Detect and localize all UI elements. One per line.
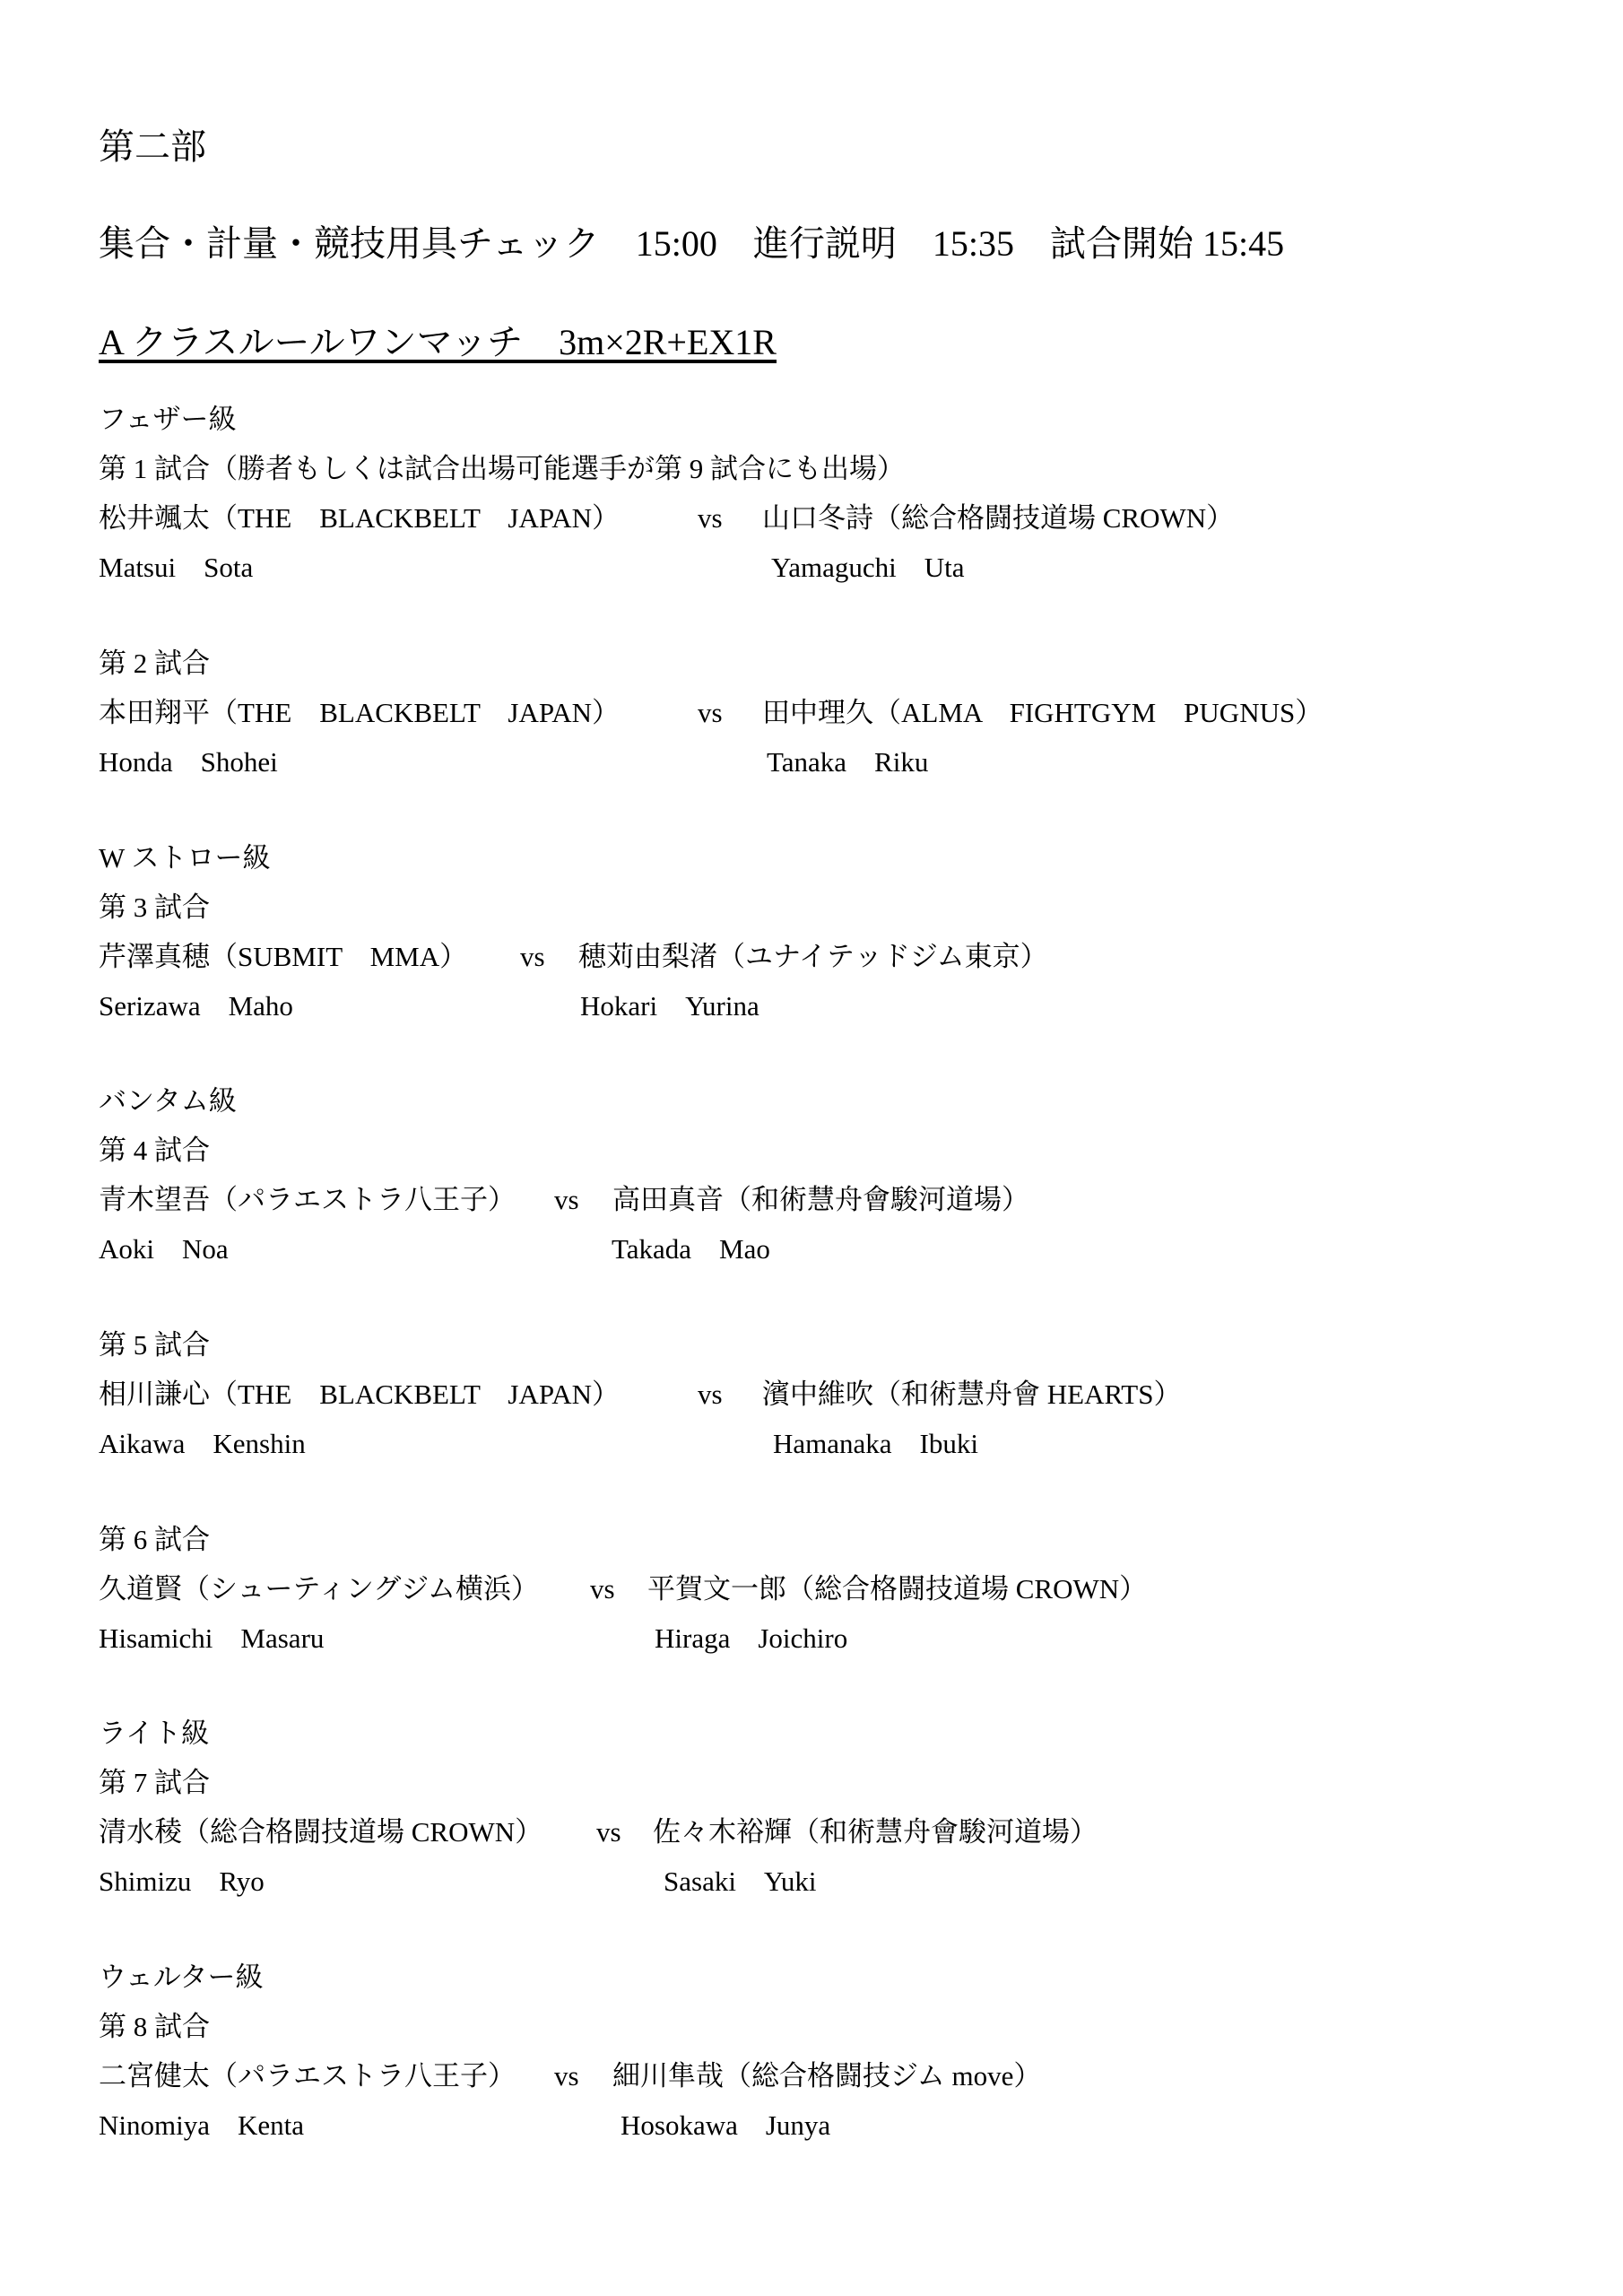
bout-8-romaji-blue: Hosokawa Junya (621, 2109, 831, 2141)
bout-3-fighter-red: 芹澤真穂（SUBMIT MMA） (99, 941, 468, 972)
bout-8-fighter-red: 二宮健太（パラエストラ八王子） (99, 2060, 516, 2092)
bout-5-fighter-red: 相川謙心（THE BLACKBELT JAPAN） (99, 1378, 621, 1410)
bout-8-vs: vs (554, 2060, 579, 2092)
bout-1-title: 第 1 試合（勝者もしくは試合出場可能選手が第 9 試合にも出場） (99, 453, 905, 484)
bout-4-fighter-blue: 高田真音（和術慧舟會駿河道場） (612, 1184, 1029, 1215)
bout-7-romaji-blue: Sasaki Yuki (664, 1866, 817, 1897)
weight-class-feather: フェザー級 (99, 404, 237, 435)
bout-2-fighter-blue: 田中理久（ALMA FIGHTGYM PUGNUS） (762, 697, 1324, 728)
bout-4-vs: vs (554, 1184, 579, 1215)
bout-2-romaji-blue: Tanaka Riku (767, 746, 929, 778)
bout-3-fighter-blue: 穂苅由梨渚（ユナイテッドジム東京） (578, 941, 1048, 972)
bout-5-fighter-blue: 濱中維吹（和術慧舟會 HEARTS） (762, 1378, 1182, 1410)
rule-title: A クラスルールワンマッチ 3m×2R+EX1R (99, 322, 777, 362)
bout-5-romaji-red: Aikawa Kenshin (99, 1428, 306, 1459)
bout-5-romaji-blue: Hamanaka Ibuki (773, 1428, 978, 1459)
bout-2-vs: vs (698, 697, 723, 728)
bout-6-vs: vs (590, 1573, 615, 1605)
bout-1-romaji-blue: Yamaguchi Uta (771, 552, 965, 583)
bout-5-vs: vs (698, 1378, 723, 1410)
bout-7-title: 第 7 試合 (99, 1767, 210, 1798)
bout-3-title: 第 3 試合 (99, 891, 210, 923)
bout-4-romaji-blue: Takada Mao (612, 1233, 770, 1265)
bout-7-vs: vs (596, 1816, 621, 1848)
bout-2-romaji-red: Honda Shohei (99, 746, 278, 778)
bout-2-fighter-red: 本田翔平（THE BLACKBELT JAPAN） (99, 697, 621, 728)
bout-6-fighter-red: 久道賢（シューティングジム横浜） (99, 1573, 540, 1605)
schedule-line: 集合・計量・競技用具チェック 15:00 進行説明 15:35 試合開始 15:45 (99, 223, 1285, 264)
bout-1-vs: vs (698, 502, 723, 534)
bout-4-title: 第 4 試合 (99, 1135, 210, 1166)
bout-3-romaji-red: Serizawa Maho (99, 990, 293, 1022)
weight-class-straw: W ストロー級 (99, 842, 271, 874)
bout-7-fighter-blue: 佐々木裕輝（和術慧舟會駿河道場） (653, 1816, 1098, 1848)
bout-3-romaji-blue: Hokari Yurina (580, 990, 759, 1022)
bout-8-fighter-blue: 細川隼哉（総合格闘技ジム move） (612, 2060, 1042, 2092)
document-page (99, 0, 1533, 2296)
bout-6-romaji-red: Hisamichi Masaru (99, 1622, 325, 1654)
bout-4-romaji-red: Aoki Noa (99, 1233, 229, 1265)
bout-6-title: 第 6 試合 (99, 1524, 210, 1555)
part-title: 第二部 (99, 126, 206, 167)
bout-6-fighter-blue: 平賀文一郎（総合格闘技道場 CROWN） (647, 1573, 1148, 1605)
bout-1-fighter-red: 松井颯太（THE BLACKBELT JAPAN） (99, 502, 621, 534)
bout-8-romaji-red: Ninomiya Kenta (99, 2109, 305, 2141)
bout-8-title: 第 8 試合 (99, 2011, 210, 2042)
bout-5-title: 第 5 試合 (99, 1329, 210, 1361)
bout-6-romaji-blue: Hiraga Joichiro (655, 1622, 848, 1654)
bout-1-fighter-blue: 山口冬詩（総合格闘技道場 CROWN） (762, 502, 1235, 534)
bout-2-title: 第 2 試合 (99, 648, 210, 679)
bout-7-fighter-red: 清水稜（総合格闘技道場 CROWN） (99, 1816, 543, 1848)
bout-4-fighter-red: 青木望吾（パラエストラ八王子） (99, 1184, 516, 1215)
bout-1-romaji-red: Matsui Sota (99, 552, 254, 583)
weight-class-bantam: バンタム級 (99, 1085, 237, 1117)
bout-7-romaji-red: Shimizu Ryo (99, 1866, 265, 1897)
weight-class-light: ライト級 (99, 1718, 210, 1749)
weight-class-welter: ウェルター級 (99, 1961, 264, 1993)
bout-3-vs: vs (520, 941, 545, 972)
